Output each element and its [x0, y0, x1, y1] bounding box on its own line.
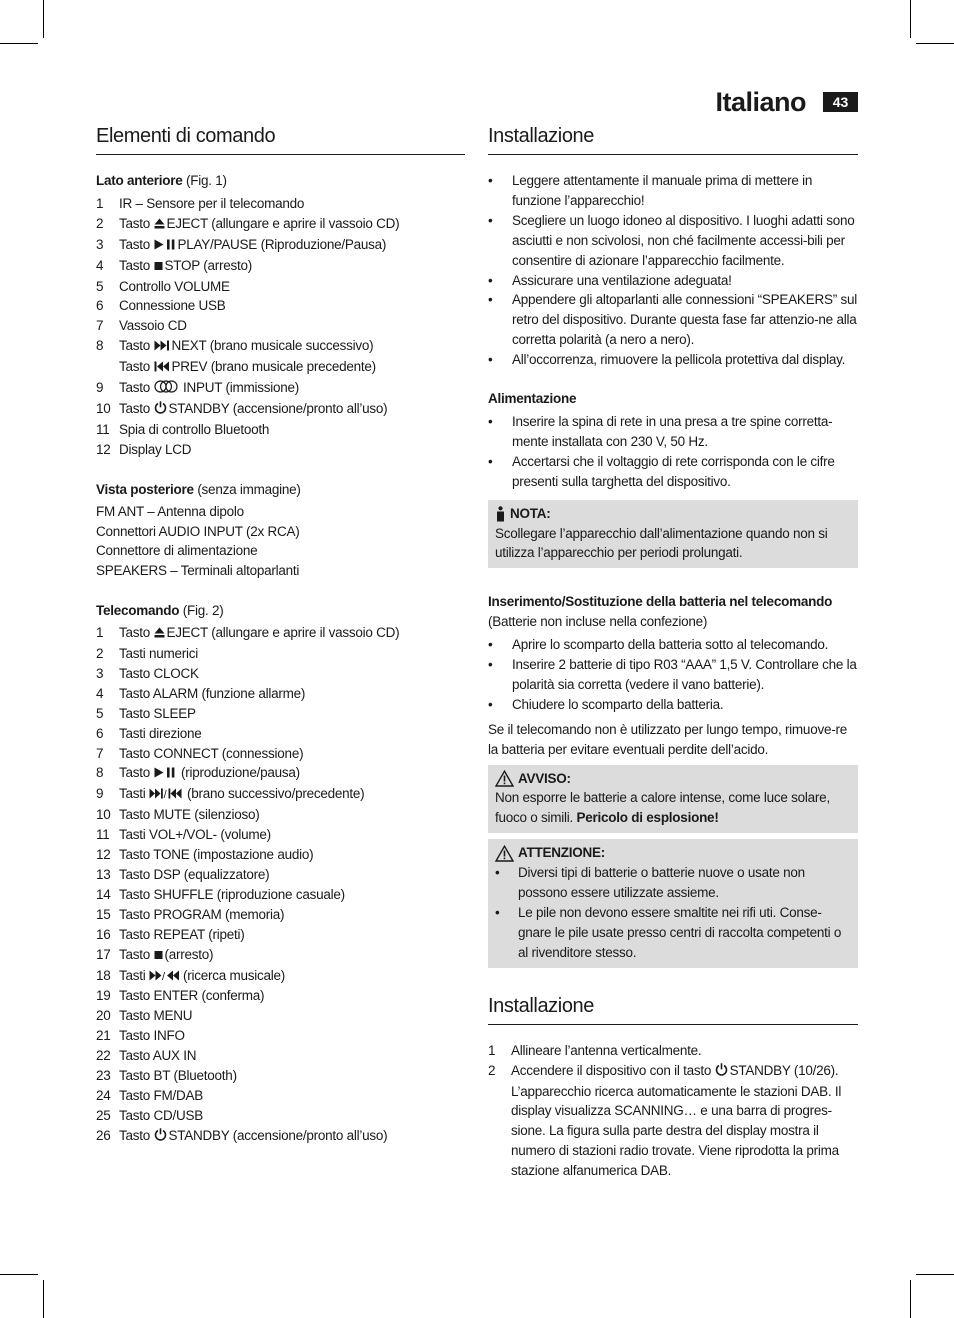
- page-number: 43: [823, 92, 858, 112]
- list-item: [96, 805, 465, 825]
- item-text: [119, 1106, 465, 1126]
- section-heading-installation-2: Installazione: [488, 992, 858, 1025]
- item-text-post: EJECT (allungare e aprire il vassoio CD): [166, 215, 400, 231]
- item-number: 16: [96, 926, 111, 942]
- item-text-post: (riproduzione/pausa): [177, 765, 300, 781]
- item-text-post: STANDBY (accensione/pronto all’uso): [168, 1127, 388, 1143]
- item-number: 7: [96, 318, 104, 334]
- item-text-pre: Tasto: [119, 359, 154, 375]
- list-item: [96, 1046, 465, 1066]
- item-number: 25: [96, 1107, 111, 1123]
- item-text-pre: IR – Sensore per il telecomando: [119, 195, 305, 211]
- bullet-icon: •: [488, 657, 493, 673]
- item-text: [119, 684, 465, 704]
- item-text: [119, 277, 465, 297]
- crop-mark: [43, 0, 44, 38]
- item-number: 6: [96, 298, 104, 314]
- bullet-item: [488, 655, 858, 695]
- battery-note: (Batterie non incluse nella confezione): [488, 614, 708, 630]
- item-text-pre: Tasto TONE (impostazione audio): [119, 847, 314, 863]
- section-heading-controls: Elementi di comando: [96, 122, 465, 155]
- item-text: [119, 1126, 465, 1147]
- item-text-pre: Tasto: [119, 380, 154, 396]
- item-number: 7: [96, 745, 104, 761]
- info-icon: [495, 506, 506, 522]
- list-item: [96, 925, 465, 945]
- list-item: [96, 1126, 465, 1147]
- left-column: [96, 122, 465, 1147]
- note-box: [488, 500, 858, 569]
- item-number: 22: [96, 1048, 111, 1064]
- item-number: 4: [96, 257, 104, 273]
- list-item: [96, 945, 465, 966]
- crop-mark: [916, 1274, 954, 1275]
- list-item: [96, 399, 465, 420]
- caution-box: [488, 839, 858, 967]
- crop-mark: [0, 1274, 38, 1275]
- item-text-pre: Tasto CONNECT (connessione): [119, 745, 304, 761]
- list-item: [96, 1106, 465, 1126]
- item-number: 10: [96, 807, 111, 823]
- item-text-pre: Tasto: [119, 338, 154, 354]
- bullet-icon: •: [488, 292, 493, 308]
- list-item: [96, 885, 465, 905]
- warning-text: Non esporre le batterie a calore intense, come luce solare, fuoco o simili.: [495, 790, 830, 826]
- stop-icon: [154, 946, 163, 966]
- item-number: 12: [96, 441, 111, 457]
- bullet-icon: •: [488, 173, 493, 188]
- item-text-pre: Vassoio CD: [119, 318, 187, 334]
- item-text-pre: Tasti numerici: [119, 646, 199, 662]
- list-item: [96, 277, 465, 297]
- bullet-text: Chiudere lo scomparto della batteria.: [512, 696, 724, 712]
- rear-label: Vista posteriore: [96, 481, 194, 497]
- item-number: 8: [96, 765, 104, 781]
- item-text-pre: Tasto: [119, 625, 154, 641]
- item-number: 2: [96, 215, 104, 231]
- bullet-item: [488, 350, 858, 370]
- note-text: Scollegare l’apparecchio dall’alimentazione quando non si utilizza l’apparecchio per periodi prolungati.: [495, 525, 828, 561]
- item-text-pre: Tasti VOL+/VOL- (volume): [119, 827, 271, 843]
- rear-line: Connettore di alimentazione: [96, 543, 258, 559]
- item-text: [119, 925, 465, 945]
- list-item: [96, 214, 465, 235]
- bullet-text: Accertarsi che il voltaggio di rete corrisponda con le cifre presenti sulla targhetta del dispositivo.: [512, 453, 835, 489]
- crop-mark: [0, 43, 38, 44]
- crop-mark: [910, 0, 911, 38]
- item-text: [119, 1026, 465, 1046]
- item-text-pre: Tasti: [119, 786, 150, 802]
- item-number: 5: [96, 705, 104, 721]
- item-text: [119, 399, 465, 420]
- front-items-list: [96, 194, 465, 460]
- play-pause-icon: [154, 236, 176, 256]
- caution-title: ATTENZIONE:: [518, 845, 605, 861]
- warning-title: AVVISO:: [518, 770, 571, 786]
- bullet-item: [488, 695, 858, 715]
- item-text: [119, 664, 465, 684]
- item-number: 26: [96, 1127, 111, 1143]
- bullet-item: [495, 903, 851, 963]
- bullet-icon: •: [488, 352, 493, 368]
- bullet-text: Inserire 2 batterie di tipo R03 “AAA” 1,5 V. Controllare che la polarità sia corretta (vedere il vano batterie).: [512, 657, 857, 692]
- item-text: [119, 1086, 465, 1106]
- item-text: [119, 194, 465, 214]
- list-item: [96, 845, 465, 865]
- item-text-pre: Tasto ENTER (conferma): [119, 988, 265, 1004]
- item-text: [119, 1066, 465, 1086]
- item-text-pre: Tasto: [119, 236, 154, 252]
- item-text: [119, 420, 465, 440]
- bullet-icon: •: [488, 413, 493, 429]
- power-bullets: [488, 412, 858, 492]
- battery-bullets: [488, 635, 858, 715]
- item-number: 2: [488, 1062, 496, 1078]
- item-text-pre: Tasto CD/USB: [119, 1107, 204, 1123]
- item-text-pre: Tasto CLOCK: [119, 665, 199, 681]
- item-text-post: (brano successivo/precedente): [187, 786, 365, 802]
- item-text: [119, 316, 465, 336]
- list-item: [96, 825, 465, 845]
- list-item: [96, 1086, 465, 1106]
- item-number: 11: [96, 827, 110, 843]
- rear-line: FM ANT – Antenna dipolo: [96, 503, 244, 519]
- item-number: 19: [96, 988, 111, 1004]
- remote-items-list: [96, 623, 465, 1147]
- item-number: 5: [96, 278, 104, 294]
- power-heading: Alimentazione: [488, 391, 577, 407]
- item-text-pre: Tasto MENU: [119, 1008, 193, 1024]
- list-item: [96, 1026, 465, 1046]
- bullet-icon: •: [488, 696, 493, 712]
- item-text-pre: Tasto: [119, 400, 154, 416]
- item-text-pre: Tasto BT (Bluetooth): [119, 1068, 237, 1084]
- bullet-text: Inserire la spina di rete in una presa a tre spine corretta-mente installata con 230 V, 50 Hz.: [512, 413, 833, 449]
- bullet-text: Assicurare una ventilazione adeguata!: [512, 272, 732, 288]
- battery-heading: Inserimento/Sostituzione della batteria nel telecomando: [488, 594, 833, 610]
- item-text-post: (ricerca musicale): [183, 967, 286, 983]
- bullet-icon: •: [495, 865, 500, 881]
- item-text: [119, 644, 465, 664]
- bullet-icon: •: [488, 637, 493, 653]
- item-text: [119, 296, 465, 316]
- item-text: [119, 256, 465, 277]
- bullet-item: [488, 171, 858, 211]
- item-number: 9: [96, 786, 104, 802]
- item-text-post: STANDBY (accensione/pronto all’uso): [168, 400, 388, 416]
- item-text-pre: Tasti direzione: [119, 725, 202, 741]
- bullet-item: [488, 211, 858, 271]
- caution-bullets: [495, 863, 851, 963]
- item-text: [119, 357, 465, 378]
- list-item: [96, 440, 465, 460]
- rear-panel-block: [96, 480, 465, 582]
- front-panel-block: [96, 171, 465, 460]
- bullet-item: [495, 863, 851, 903]
- bullet-item: [488, 290, 858, 350]
- item-number: [96, 357, 119, 378]
- prev-icon: [154, 358, 170, 378]
- item-text-pre: Tasto MUTE (silenzioso): [119, 807, 260, 823]
- front-label: Lato anteriore: [96, 173, 183, 188]
- bullet-item: [488, 271, 858, 291]
- power-icon: [715, 1062, 728, 1082]
- item-text: [119, 724, 465, 744]
- item-text: [119, 623, 465, 644]
- bullet-text: Appendere gli altoparlanti alle connessioni “SPEAKERS” sul retro del dispositivo. Durante questa fase far attenzio-ne alla corretta polarità (a nero a nero).: [512, 292, 857, 348]
- item-text-pre: Tasto SLEEP: [119, 705, 196, 721]
- list-item: [96, 420, 465, 440]
- warning-triangle-icon: [495, 770, 514, 787]
- list-item: [96, 704, 465, 724]
- crop-mark: [910, 1280, 911, 1318]
- item-text: [119, 885, 465, 905]
- item-number: 13: [96, 867, 111, 882]
- list-item: [96, 664, 465, 684]
- item-text-pre: Controllo VOLUME: [119, 278, 230, 294]
- rear-line: Connettori AUDIO INPUT (2x RCA): [96, 523, 300, 539]
- item-text: [119, 1046, 465, 1066]
- installation-bullets: [488, 171, 858, 370]
- front-fig-note: (Fig. 1): [186, 173, 227, 188]
- item-text: [119, 440, 465, 460]
- item-text-pre: Tasto: [119, 257, 154, 273]
- list-item: [96, 905, 465, 925]
- item-number: 4: [96, 685, 104, 701]
- list-item: [96, 1066, 465, 1086]
- list-item: [96, 744, 465, 764]
- item-text-pre: Display LCD: [119, 441, 192, 457]
- item-number: 12: [96, 847, 111, 863]
- list-item: [488, 1041, 858, 1061]
- item-text-pre: Tasto AUX IN: [119, 1048, 197, 1064]
- item-text-post: STOP (arresto): [164, 257, 253, 273]
- list-item: [96, 684, 465, 704]
- bullet-text: All’occorrenza, rimuovere la pellicola protettiva dal display.: [512, 352, 846, 368]
- item-number: 1: [488, 1042, 496, 1058]
- svg-text:/: /: [163, 789, 167, 800]
- item-text-pre: Tasto: [119, 1127, 154, 1143]
- ff-rew-icon: [149, 967, 181, 987]
- item-text-pre: Allineare l’antenna verticalmente.: [511, 1042, 702, 1058]
- bullet-icon: •: [488, 453, 493, 469]
- list-item: [96, 986, 465, 1006]
- bullet-icon: •: [495, 905, 500, 920]
- bullet-item: [488, 452, 858, 492]
- item-number: 17: [96, 946, 111, 962]
- list-item: [96, 1006, 465, 1026]
- list-item: [96, 378, 465, 399]
- item-text-post: PLAY/PAUSE (Riproduzione/Pausa): [177, 236, 387, 252]
- power-icon: [154, 1127, 167, 1147]
- item-text-post: (arresto): [164, 946, 214, 962]
- right-column: [488, 122, 858, 1181]
- play-pause-icon: [154, 764, 176, 784]
- stop-icon: [154, 257, 163, 277]
- item-text-pre: Tasto: [119, 765, 154, 781]
- list-item: [96, 336, 465, 357]
- item-text: [119, 865, 465, 885]
- item-number: 11: [96, 421, 110, 437]
- eject-icon: [154, 624, 165, 644]
- item-number: 18: [96, 967, 111, 983]
- page-language-title: Italiano: [715, 87, 806, 117]
- list-item: [96, 316, 465, 336]
- bullet-text: Leggere attentamente il manuale prima di mettere in funzione l’apparecchio!: [512, 173, 813, 208]
- remote-label: Telecomando: [96, 603, 180, 619]
- item-text: [511, 1041, 858, 1061]
- item-text-pre: Tasto INFO: [119, 1028, 185, 1044]
- item-text: [119, 805, 465, 825]
- list-item: [488, 1061, 858, 1181]
- list-item: [96, 235, 465, 256]
- item-text-pre: Accendere il dispositivo con il tasto: [511, 1062, 715, 1078]
- list-item: [96, 357, 465, 378]
- power-icon: [154, 400, 167, 420]
- list-item: [96, 256, 465, 277]
- item-text: [119, 784, 465, 805]
- rear-note: (senza immagine): [197, 481, 301, 497]
- item-text: [119, 704, 465, 724]
- item-number: 3: [96, 665, 104, 681]
- item-text: [119, 336, 465, 357]
- item-text: [119, 966, 465, 987]
- item-text: [119, 845, 465, 865]
- item-text: [119, 945, 465, 966]
- input-icon: [154, 379, 178, 399]
- item-text-post: INPUT (immissione): [179, 380, 300, 396]
- item-number: 9: [96, 380, 104, 396]
- warning-triangle-icon: [495, 845, 514, 862]
- item-text: [511, 1061, 858, 1181]
- list-item: [96, 296, 465, 316]
- list-item: [96, 724, 465, 744]
- bullet-text: Le pile non devono essere smaltite nei rifi uti. Conse-gnare le pile usate presso centri di raccolta competenti o al rivenditore stesso.: [518, 905, 842, 960]
- bullet-text: Aprire lo scomparto della batteria sotto al telecomando.: [512, 637, 829, 653]
- item-number: 15: [96, 906, 111, 922]
- item-text-pre: Tasto ALARM (funzione allarme): [119, 685, 306, 701]
- item-text-pre: Tasto FM/DAB: [119, 1087, 204, 1103]
- item-text-pre: Tasto: [119, 215, 154, 231]
- eject-icon: [154, 215, 165, 235]
- item-text-post: STANDBY (10/26). L’apparecchio ricerca automaticamente le stazioni DAB. Il display visualizza SCANNING… e una barra di progres-sione. La figura sulla parte destra del display mostra il numero di stazioni radio trovate. Viene riprodotta la prima stazione alfanumerica DAB.: [511, 1062, 842, 1179]
- item-text-post: PREV (brano musicale precedente): [171, 359, 376, 375]
- bullet-icon: •: [488, 272, 493, 288]
- item-text-post: EJECT (allungare e aprire il vassoio CD): [166, 625, 400, 641]
- item-number: 10: [96, 400, 111, 416]
- item-number: 14: [96, 886, 111, 902]
- bullet-text: Diversi tipi di batterie o batterie nuove o usate non possono essere utilizzate assieme.: [518, 865, 805, 901]
- note-title: NOTA:: [510, 505, 551, 521]
- battery-paragraph: Se il telecomando non è utilizzato per lungo tempo, rimuove-re la batteria per evitare eventuali perdite dell’acido.: [488, 721, 847, 757]
- bullet-item: [488, 635, 858, 655]
- section-heading-installation: Installazione: [488, 122, 858, 155]
- item-text-pre: Tasto: [119, 946, 154, 962]
- warning-box: [488, 765, 858, 834]
- item-text-pre: Spia di controllo Bluetooth: [119, 421, 270, 437]
- next-prev-icon: [149, 785, 185, 805]
- item-number: 6: [96, 725, 104, 741]
- item-number: 24: [96, 1087, 111, 1103]
- list-item: [96, 623, 465, 644]
- item-number: 2: [96, 646, 104, 662]
- item-text: [119, 763, 465, 784]
- item-text-post: NEXT (brano musicale successivo): [171, 338, 374, 354]
- item-text: [119, 825, 465, 845]
- item-text: [119, 986, 465, 1006]
- item-number: 21: [96, 1028, 111, 1044]
- bullet-item: [488, 412, 858, 452]
- item-text: [119, 235, 465, 256]
- item-text-pre: Tasto SHUFFLE (riproduzione casuale): [119, 886, 345, 902]
- item-number: 3: [96, 236, 104, 252]
- item-number: 1: [96, 625, 104, 641]
- item-text-pre: Connessione USB: [119, 298, 226, 314]
- item-text: [119, 378, 465, 399]
- list-item: [96, 194, 465, 214]
- item-text: [119, 905, 465, 925]
- bullet-icon: •: [488, 212, 493, 228]
- svg-text:/: /: [162, 970, 165, 981]
- warning-bold-text: Pericolo di esplosione!: [576, 810, 719, 826]
- list-item: [96, 784, 465, 805]
- item-text: [119, 214, 465, 235]
- list-item: [96, 966, 465, 987]
- next-icon: [154, 337, 170, 357]
- list-item: [96, 763, 465, 784]
- item-number: 1: [96, 195, 104, 211]
- remote-block: [96, 601, 465, 1146]
- item-number: 23: [96, 1068, 111, 1084]
- installation-steps: [488, 1041, 858, 1181]
- list-item: [96, 644, 465, 664]
- item-number: 20: [96, 1008, 111, 1024]
- crop-mark: [43, 1280, 44, 1318]
- item-text: [119, 744, 465, 764]
- crop-mark: [916, 43, 954, 44]
- rear-line: SPEAKERS – Terminali altoparlanti: [96, 563, 300, 579]
- list-item: [96, 865, 465, 885]
- item-text-pre: Tasto PROGRAM (memoria): [119, 906, 285, 922]
- item-text: [119, 1006, 465, 1026]
- remote-fig-note: (Fig. 2): [182, 603, 224, 619]
- item-number: 8: [96, 338, 104, 354]
- item-text-pre: Tasto REPEAT (ripeti): [119, 926, 245, 942]
- item-text-pre: Tasti: [119, 967, 150, 983]
- bullet-text: Scegliere un luogo idoneo al dispositivo. I luoghi adatti sono asciutti e non scivolosi, non ché facilmente accessi-bili per consentire di azionare l’apparecchio facilmente.: [512, 212, 855, 268]
- item-text-pre: Tasto DSP (equalizzatore): [119, 867, 270, 882]
